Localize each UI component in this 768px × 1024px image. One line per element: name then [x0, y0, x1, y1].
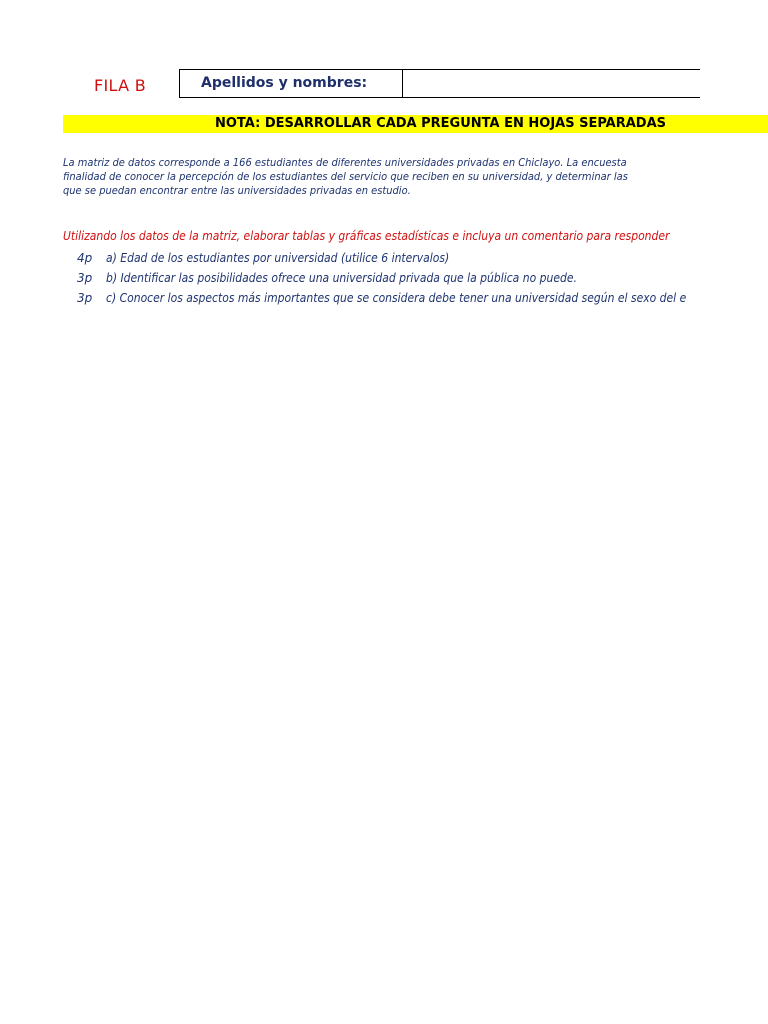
intro-paragraph [63, 156, 700, 198]
intro-line: finalidad de conocer la percepción de los estudiantes del servicio que reciben en su universidad, y determinar las [63, 170, 628, 183]
name-field[interactable] [403, 70, 739, 97]
question-points: 3p [77, 291, 93, 305]
question-text: a) Edad de los estudiantes por universidad (utilice 6 intervalos) [106, 251, 450, 265]
question-points: 4p [77, 251, 93, 265]
question-points: 3p [77, 271, 93, 285]
intro-line: La matriz de datos corresponde a 166 estudiantes de diferentes universidades privadas en Chiclayo. La encuesta [63, 156, 627, 169]
note-banner: NOTA: DESARROLLAR CADA PREGUNTA EN HOJAS SEPARADAS [63, 115, 768, 133]
name-label: Apellidos y nombres: [180, 70, 403, 97]
question-text: c) Conocer los aspectos más importantes que se considera debe tener una universidad según el sexo del e [106, 291, 687, 305]
name-box [179, 69, 739, 98]
question-item [63, 269, 700, 289]
question-text: b) Identificar las posibilidades ofrece una universidad privada que la pública no puede. [106, 271, 577, 285]
instruction-line: Utilizando los datos de la matriz, elaborar tablas y gráficas estadísticas e incluya un comentario para responder [63, 229, 670, 243]
instruction-text [63, 228, 700, 244]
row-label: FILA B [94, 76, 147, 95]
intro-line: que se puedan encontrar entre las universidades privadas en estudio. [63, 184, 411, 197]
question-item [63, 289, 700, 309]
page-edge-mask [700, 60, 768, 102]
question-list [63, 249, 700, 309]
question-item [63, 249, 700, 269]
